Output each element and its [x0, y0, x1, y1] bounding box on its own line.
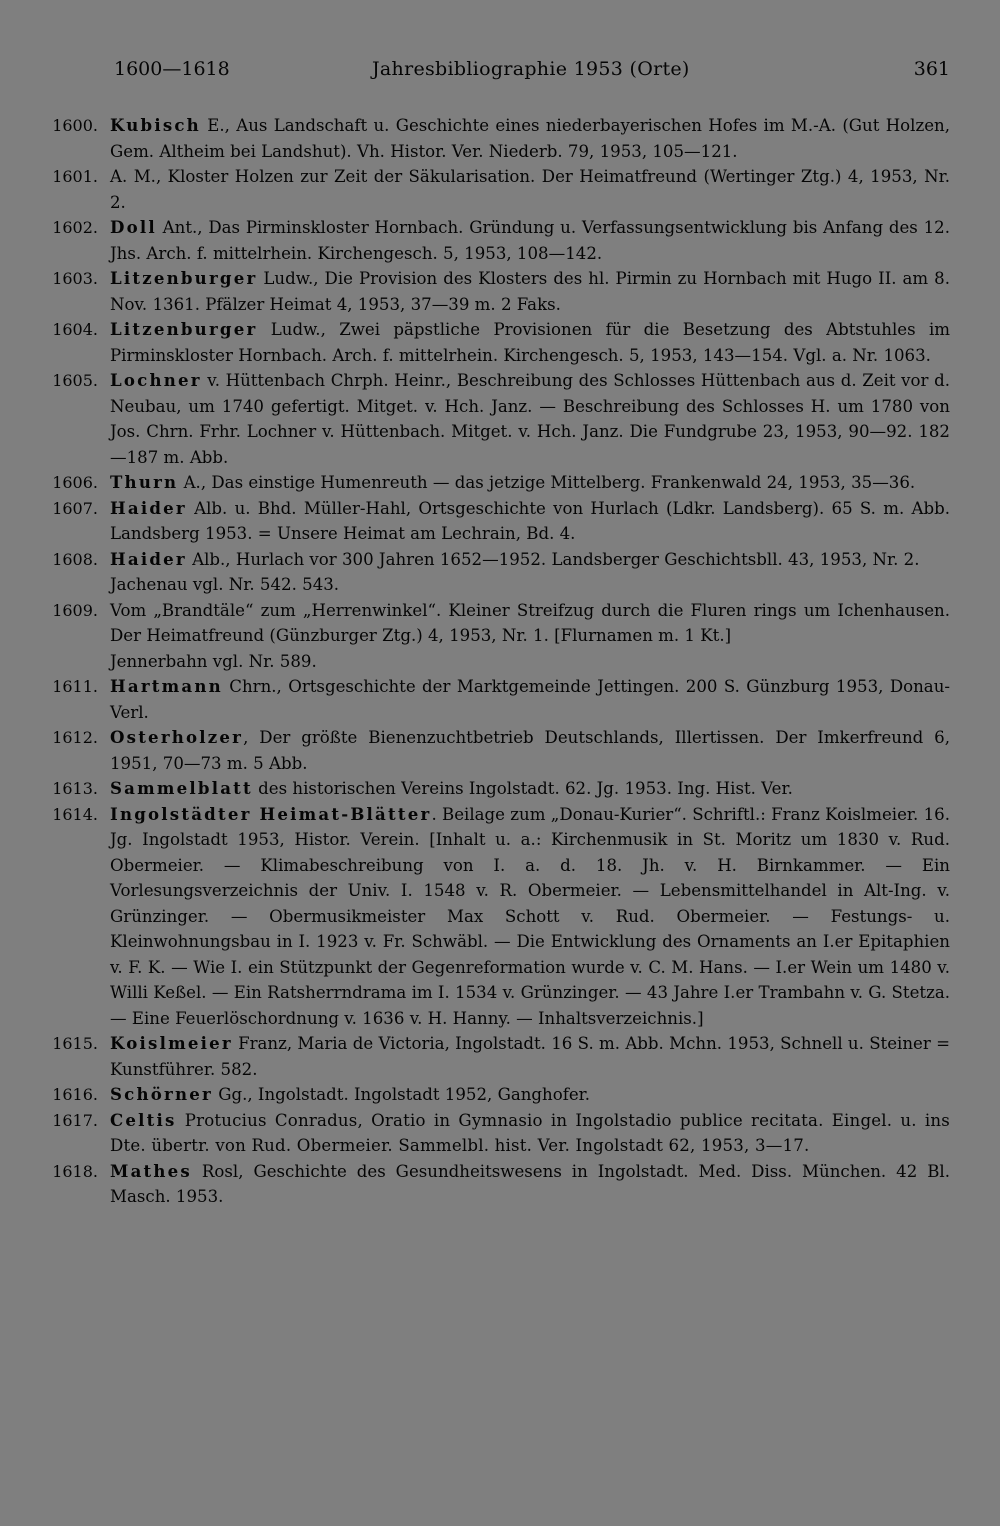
entry-number: 1605.	[52, 371, 98, 390]
entry-1604	[38, 317, 950, 368]
entry-1615	[38, 1031, 950, 1082]
entry-text: Ludw., Zwei päpstliche Provisionen für die Besetzung des Abtstuhles im Pirminskloster Hornbach. Arch. f. mittelrhein. Kirchengesch. 5, 1953, 143—154. Vgl. a. Nr. 1063.	[110, 320, 950, 365]
entry-author: Thurn	[110, 472, 179, 492]
entry-text: Gg., Ingolstadt. Ingolstadt 1952, Ganghofer.	[212, 1085, 591, 1104]
entry-text: Alb., Hurlach vor 300 Jahren 1652—1952. Landsberger Geschichtsbll. 43, 1953, Nr. 2.	[186, 549, 920, 569]
entry-number: 1612.	[52, 728, 98, 747]
entry-number: 1616.	[52, 1085, 98, 1104]
entry-1602	[38, 215, 950, 266]
entry-text: Protucius Conradus, Oratio in Gymnasio in Ingolstadio publice recitata. Eingel. u. ins Dte. übertr. von Rud. Obermeier. Sammelbl. hist. Ver. Ingolstadt 62, 1953, 3—17.	[110, 1110, 950, 1155]
entry-number: 1608.	[52, 549, 98, 569]
entry-1608	[38, 547, 950, 573]
entry-1601	[38, 164, 950, 215]
entry-1611	[38, 674, 950, 725]
entry-text: , Der größte Bienenzuchtbetrieb Deutschlands, Illertissen. Der Imkerfreund 6, 1951, 70—73 m. 5 Abb.	[110, 728, 950, 773]
entry-1606	[38, 470, 950, 496]
entry-text: Rosl, Geschichte des Gesundheitswesens in Ingolstadt. Med. Diss. München. 42 Bl. Masch. 1953.	[110, 1161, 950, 1206]
entry-author: Litzenburger	[110, 319, 258, 339]
entry-number: 1607.	[52, 498, 98, 518]
entry-author: Mathes	[110, 1160, 192, 1181]
entry-number: 1615.	[52, 1034, 98, 1053]
entry-text: v. Hüttenbach Chrph. Heinr., Beschreibung des Schlosses Hüttenbach aus d. Zeit vor d. Neubau, um 1740 gefertigt. Mitget. v. Hch. Janz. — Beschreibung des Schlosses H. um 1780 von Jos. Chrn. Frhr. Lochner v. Hüttenbach. Mitget. v. Hch. Janz. Die Fundgrube 23, 1953, 90—92. 182—187 m. Abb.	[110, 371, 950, 467]
entry-author: Hartmann	[110, 676, 223, 696]
entry-text: Ant., Das Pirminskloster Hornbach. Gründung u. Verfassungsentwicklung bis Anfang des 12. Jhs. Arch. f. mittelrhein. Kirchengesch. 5, 1953, 108—142.	[110, 218, 950, 263]
entry-1613	[38, 776, 950, 802]
entry-number: 1609.	[52, 600, 98, 620]
entry-1616	[38, 1082, 950, 1108]
entry-text: Vom „Brandtäle“ zum „Herrenwinkel“. Kleiner Streifzug durch die Fluren rings um Ichenhausen. Der Heimatfreund (Günzburger Ztg.) 4, 1953, Nr. 1. [Flurnamen m. 1 Kt.]	[110, 600, 950, 645]
entry-number: 1614.	[52, 804, 98, 824]
entry-number: 1606.	[52, 473, 98, 492]
entry-1600	[38, 113, 950, 164]
entry-text: Ludw., Die Provision des Klosters des hl. Pirmin zu Hornbach mit Hugo II. am 8. Nov. 1361. Pfälzer Heimat 4, 1953, 37—39 m. 2 Faks.	[110, 269, 950, 314]
entry-number: 1618.	[52, 1161, 98, 1181]
entry-number: 1613.	[52, 779, 98, 798]
entry-text: A. M., Kloster Holzen zur Zeit der Säkularisation. Der Heimatfreund (Wertinger Ztg.) 4, 1953, Nr. 2.	[110, 167, 950, 212]
entry-1603	[38, 266, 950, 317]
entry-author: Schörner	[110, 1084, 213, 1104]
entry-1607	[38, 496, 950, 547]
page-number: 361	[913, 58, 950, 80]
cross-reference-jennerbahn	[38, 649, 950, 675]
entry-author: Kubisch	[110, 115, 201, 135]
entry-1618	[38, 1159, 950, 1210]
entry-text: Jennerbahn vgl. Nr. 589.	[110, 651, 317, 671]
entry-author: Ingolstädter Heimat-Blätter	[110, 803, 432, 824]
entry-number: 1601.	[52, 167, 98, 186]
entry-1605	[38, 368, 950, 470]
entry-1609	[38, 598, 950, 649]
entry-text: A., Das einstige Humenreuth — das jetzige Mittelberg. Frankenwald 24, 1953, 35—36.	[178, 473, 916, 492]
entry-1617	[38, 1108, 950, 1159]
page-title: Jahresbibliographie 1953 (Orte)	[372, 58, 690, 80]
entry-text: E., Aus Landschaft u. Geschichte eines niederbayerischen Hofes im M.-A. (Gut Holzen, Gem. Altheim bei Landshut). Vh. Histor. Ver. Niederb. 79, 1953, 105—121.	[110, 116, 950, 161]
entry-author: Doll	[110, 217, 157, 237]
entry-1612	[38, 725, 950, 776]
entry-author: Osterholzer	[110, 727, 244, 747]
entry-number: 1611.	[52, 677, 98, 696]
entry-range: 1600—1618	[114, 58, 230, 80]
entry-text: Chrn., Ortsgeschichte der Marktgemeinde Jettingen. 200 S. Günzburg 1953, Donau-Verl.	[110, 677, 950, 722]
entry-text: Alb. u. Bhd. Müller-Hahl, Ortsgeschichte von Hurlach (Ldkr. Landsberg). 65 S. m. Abb. Landsberg 1953. = Unsere Heimat am Lechrain, Bd. 4.	[110, 498, 950, 543]
entry-number: 1600.	[52, 116, 98, 135]
entry-text: des historischen Vereins Ingolstadt. 62. Jg. 1953. Ing. Hist. Ver.	[252, 779, 793, 798]
entry-number: 1604.	[52, 320, 98, 339]
entry-1614	[38, 802, 950, 1032]
entry-author: Celtis	[110, 1109, 177, 1130]
entry-number: 1602.	[52, 218, 98, 237]
entry-number: 1603.	[52, 269, 98, 288]
entry-author: Koislmeier	[110, 1033, 233, 1053]
entry-author: Lochner	[110, 370, 202, 390]
entry-author: Litzenburger	[110, 268, 258, 288]
entry-author: Sammelblatt	[110, 778, 253, 798]
entry-text: Jachenau vgl. Nr. 542. 543.	[110, 575, 340, 594]
bibliography-list	[38, 113, 950, 1210]
running-header	[110, 58, 950, 90]
entry-author: Haider	[110, 497, 187, 518]
cross-reference-jachenau	[38, 572, 950, 598]
entry-author: Haider	[110, 548, 187, 569]
entry-text: . Beilage zum „Donau-Kurier“. Schriftl.: Franz Koislmeier. 16. Jg. Ingolstadt 1953, Histor. Verein. [Inhalt u. a.: Kirchenmusik in St. Moritz um 1830 v. Rud. Obermeier. — Klimabeschreibung von I. a. d. 18. Jh. v. H. Birnkammer. — Ein Vorlesungsverzeichnis der Univ. I. 1548 v. R. Obermeier. — Lebensmittelhandel in Alt-Ing. v. Grünzinger. — Obermusikmeister Max Schott v. Rud. Obermeier. — Festungs- u. Kleinwohnungsbau in I. 1923 v. Fr. Schwäbl. — Die Entwicklung des Ornaments an I.er Epitaphien v. F. K. — Wie I. ein Stützpunkt der Gegenreformation wurde v. C. M. Hans. — I.er Wein um 1480 v. Willi Keßel. — Ein Ratsherrndrama im I. 1534 v. Grünzinger. — 43 Jahre I.er Trambahn v. G. Stetza. — Eine Feuerlöschordnung v. 1636 v. H. Hanny. — Inhaltsverzeichnis.]	[110, 804, 950, 1028]
entry-text: Franz, Maria de Victoria, Ingolstadt. 16 S. m. Abb. Mchn. 1953, Schnell u. Steiner = Kunstführer. 582.	[110, 1034, 950, 1079]
entry-number: 1617.	[52, 1110, 98, 1130]
